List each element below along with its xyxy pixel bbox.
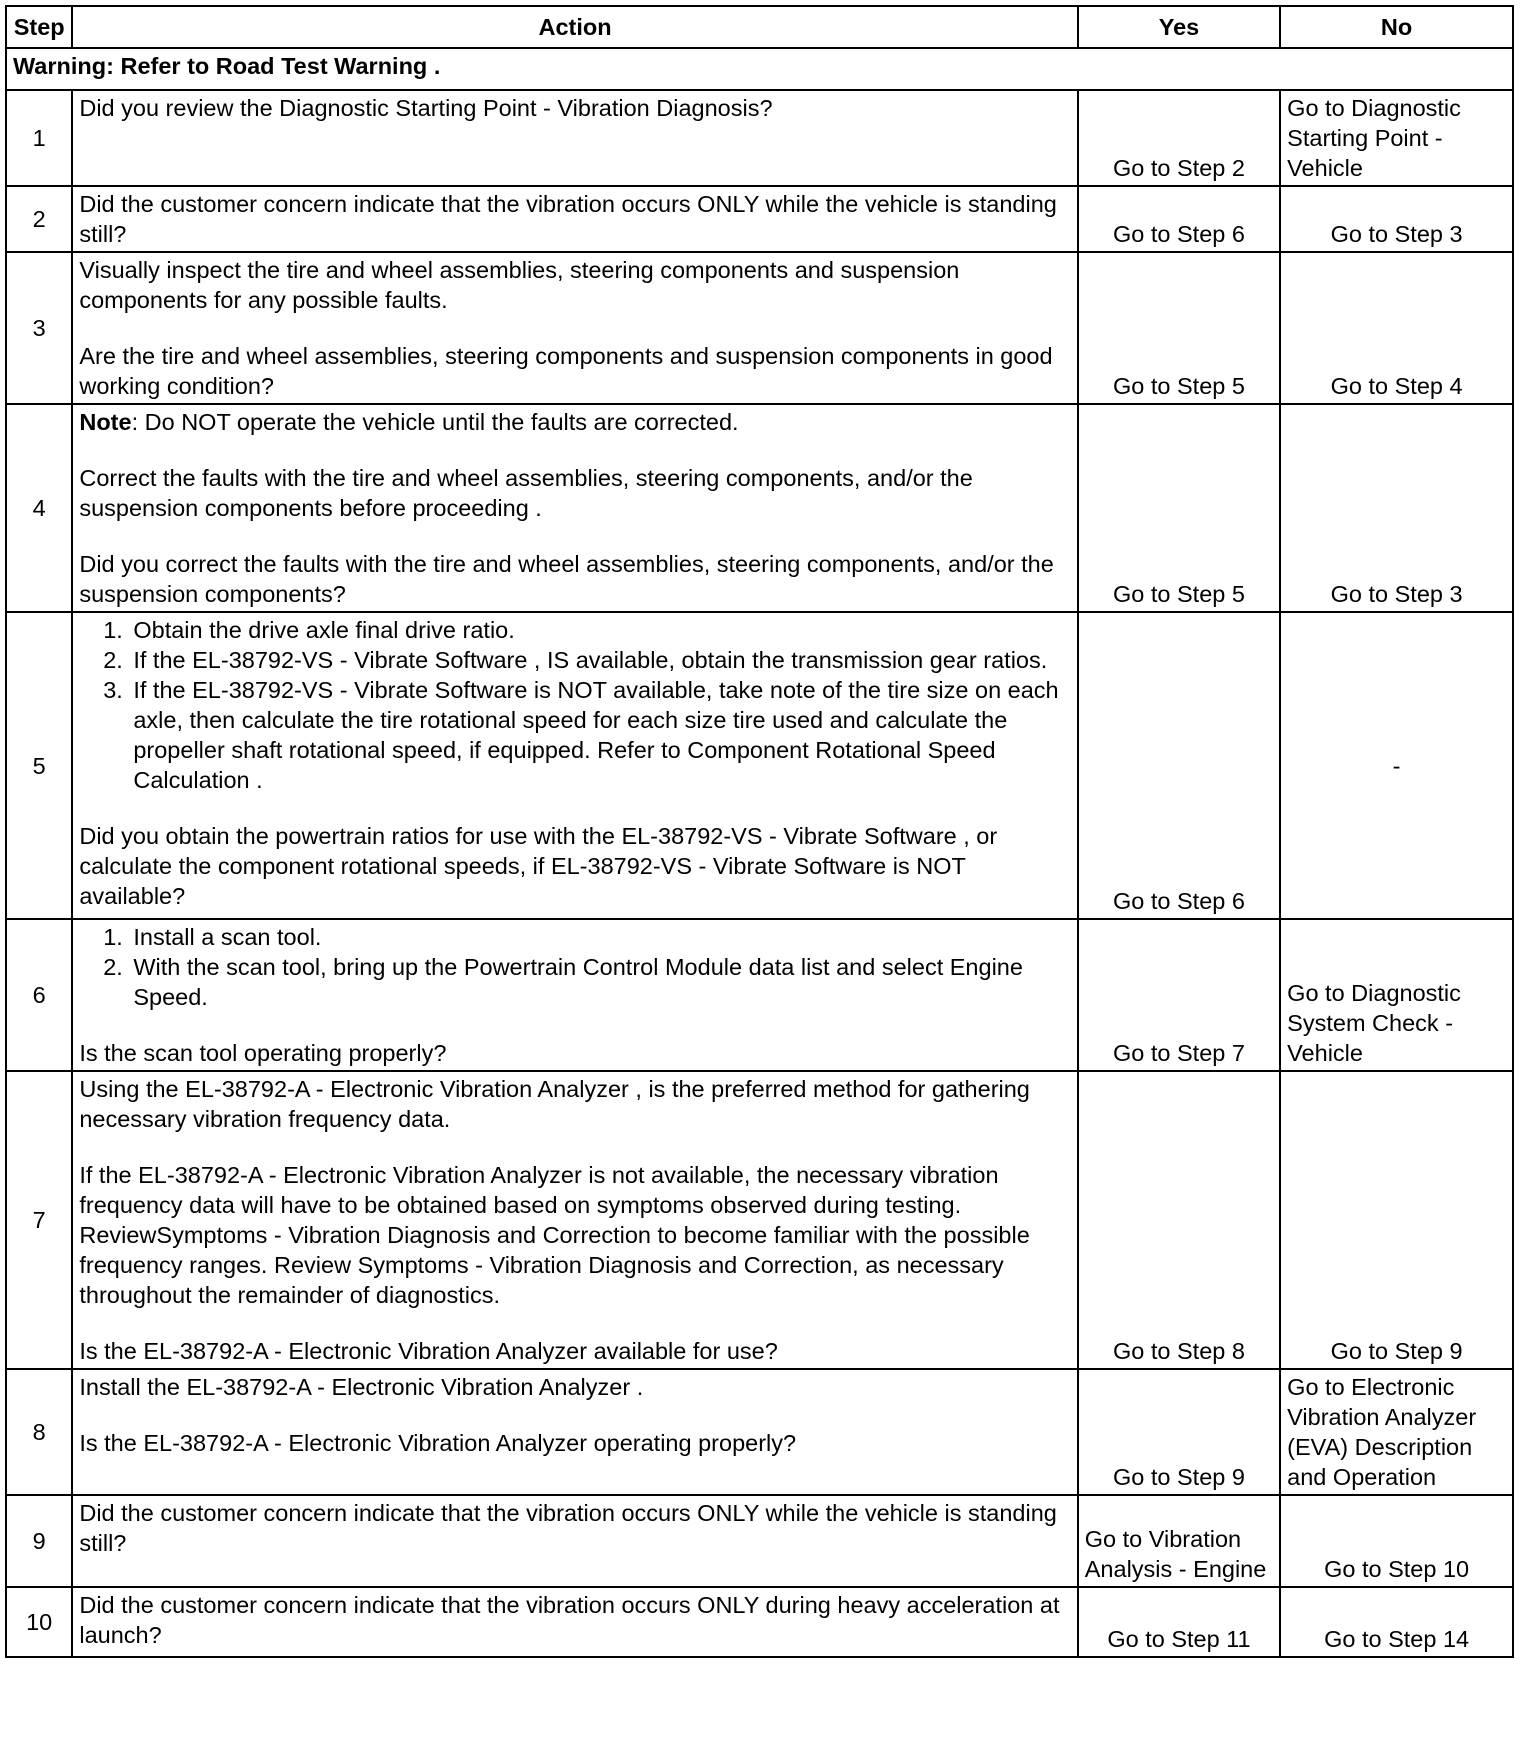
yes-cell: Go to Step 5 bbox=[1078, 404, 1280, 612]
action-cell bbox=[72, 1495, 1077, 1587]
diagnostic-table bbox=[5, 5, 1514, 1658]
yes-cell: Go to Step 6 bbox=[1078, 612, 1280, 919]
instruction-text: If the EL-38792-A - Electronic Vibration Analyzer is not available, the necessary vibration frequency data will have to be obtained based on symptoms observed during testing. ReviewSymptoms - Vibration Diagnosis and Correction to become familiar with the possible frequency ranges. Review Symptoms - Vibration Diagnosis and Correction, as necessary throughout the remainder of diagnostics. bbox=[79, 1162, 1030, 1308]
header-action: Action bbox=[72, 6, 1077, 48]
procedure-list bbox=[79, 922, 1070, 1012]
no-cell: Go to Step 9 bbox=[1280, 1071, 1513, 1369]
instruction-text: Install the EL-38792-A - Electronic Vibration Analyzer . bbox=[79, 1374, 644, 1400]
table-row bbox=[6, 612, 1513, 919]
step-number: 6 bbox=[6, 919, 72, 1071]
table-row bbox=[6, 404, 1513, 612]
header-step: Step bbox=[6, 6, 72, 48]
question-text: Are the tire and wheel assemblies, steering components and suspension components in good working condition? bbox=[79, 343, 1053, 399]
yes-cell: Go to Step 2 bbox=[1078, 90, 1280, 186]
question-text: Did the customer concern indicate that the vibration occurs ONLY during heavy acceleration at launch? bbox=[79, 1592, 1060, 1648]
no-cell: Go to Diagnostic Starting Point - Vehicle bbox=[1280, 90, 1513, 186]
procedure-list bbox=[79, 615, 1070, 795]
action-cell bbox=[72, 90, 1077, 186]
yes-cell: Go to Vibration Analysis - Engine bbox=[1078, 1495, 1280, 1587]
no-cell: Go to Diagnostic System Check - Vehicle bbox=[1280, 919, 1513, 1071]
question-text: Is the EL-38792-A - Electronic Vibration Analyzer operating properly? bbox=[79, 1430, 797, 1456]
question-text: Did the customer concern indicate that the vibration occurs ONLY while the vehicle is standing still? bbox=[79, 191, 1057, 247]
step-number: 7 bbox=[6, 1071, 72, 1369]
step-number: 3 bbox=[6, 252, 72, 404]
yes-cell: Go to Step 5 bbox=[1078, 252, 1280, 404]
action-cell bbox=[72, 252, 1077, 404]
action-cell bbox=[72, 1587, 1077, 1657]
header-yes: Yes bbox=[1078, 6, 1280, 48]
note-body: : Do NOT operate the vehicle until the faults are corrected. bbox=[131, 409, 739, 435]
list-item: 1. Obtain the drive axle final drive ratio. bbox=[129, 615, 1070, 645]
table-row bbox=[6, 1071, 1513, 1369]
action-cell bbox=[72, 186, 1077, 252]
no-cell: Go to Step 3 bbox=[1280, 186, 1513, 252]
action-cell bbox=[72, 404, 1077, 612]
action-cell bbox=[72, 1369, 1077, 1495]
step-number: 10 bbox=[6, 1587, 72, 1657]
warning-text: Warning: Refer to Road Test Warning . bbox=[6, 48, 1513, 90]
warning-row bbox=[6, 48, 1513, 90]
instruction-text: Correct the faults with the tire and wheel assemblies, steering components, and/or the suspension components before proceeding . bbox=[79, 465, 973, 521]
yes-cell: Go to Step 11 bbox=[1078, 1587, 1280, 1657]
no-cell: Go to Step 3 bbox=[1280, 404, 1513, 612]
yes-cell: Go to Step 8 bbox=[1078, 1071, 1280, 1369]
table-header bbox=[6, 6, 1513, 48]
table-row bbox=[6, 1369, 1513, 1495]
header-no: No bbox=[1280, 6, 1513, 48]
no-cell: Go to Step 4 bbox=[1280, 252, 1513, 404]
step-number: 1 bbox=[6, 90, 72, 186]
table-row bbox=[6, 919, 1513, 1071]
list-item: 3. If the EL-38792-VS - Vibrate Software is NOT available, take note of the tire size on each axle, then calculate the tire rotational speed for each size tire used and calculate the propeller shaft rotational speed, if equipped. Refer to Component Rotational Speed Calculation . bbox=[129, 675, 1070, 795]
yes-cell: Go to Step 6 bbox=[1078, 186, 1280, 252]
question-text: Is the EL-38792-A - Electronic Vibration Analyzer available for use? bbox=[79, 1338, 778, 1364]
table-row bbox=[6, 1587, 1513, 1657]
no-cell: Go to Electronic Vibration Analyzer (EVA) Description and Operation bbox=[1280, 1369, 1513, 1495]
note-text bbox=[79, 407, 1070, 437]
table-row bbox=[6, 252, 1513, 404]
table-row bbox=[6, 186, 1513, 252]
question-text: Did you correct the faults with the tire and wheel assemblies, steering components, and/or the suspension components? bbox=[79, 551, 1054, 607]
question-text: Is the scan tool operating properly? bbox=[79, 1040, 447, 1066]
instruction-text: Using the EL-38792-A - Electronic Vibration Analyzer , is the preferred method for gathering necessary vibration frequency data. bbox=[79, 1076, 1030, 1132]
instruction-text: Visually inspect the tire and wheel assemblies, steering components and suspension components for any possible faults. bbox=[79, 257, 960, 313]
step-number: 2 bbox=[6, 186, 72, 252]
no-cell: - bbox=[1280, 612, 1513, 919]
table-row bbox=[6, 90, 1513, 186]
question-text: Did the customer concern indicate that the vibration occurs ONLY while the vehicle is standing still? bbox=[79, 1500, 1057, 1556]
list-item: 1. Install a scan tool. bbox=[129, 922, 1070, 952]
action-cell bbox=[72, 1071, 1077, 1369]
note-label: Note bbox=[79, 409, 132, 435]
table-row bbox=[6, 1495, 1513, 1587]
step-number: 9 bbox=[6, 1495, 72, 1587]
question-text: Did you obtain the powertrain ratios for use with the EL-38792-VS - Vibrate Software , or calculate the component rotational speeds, if EL-38792-VS - Vibrate Software is NOT available? bbox=[79, 823, 998, 909]
yes-cell: Go to Step 9 bbox=[1078, 1369, 1280, 1495]
question-text: Did you review the Diagnostic Starting Point - Vibration Diagnosis? bbox=[79, 95, 773, 121]
action-cell bbox=[72, 919, 1077, 1071]
list-item: 2. With the scan tool, bring up the Powertrain Control Module data list and select Engine Speed. bbox=[129, 952, 1070, 1012]
no-cell: Go to Step 14 bbox=[1280, 1587, 1513, 1657]
list-item: 2. If the EL-38792-VS - Vibrate Software , IS available, obtain the transmission gear ratios. bbox=[129, 645, 1070, 675]
no-cell: Go to Step 10 bbox=[1280, 1495, 1513, 1587]
action-cell bbox=[72, 612, 1077, 919]
step-number: 5 bbox=[6, 612, 72, 919]
yes-cell: Go to Step 7 bbox=[1078, 919, 1280, 1071]
step-number: 4 bbox=[6, 404, 72, 612]
step-number: 8 bbox=[6, 1369, 72, 1495]
